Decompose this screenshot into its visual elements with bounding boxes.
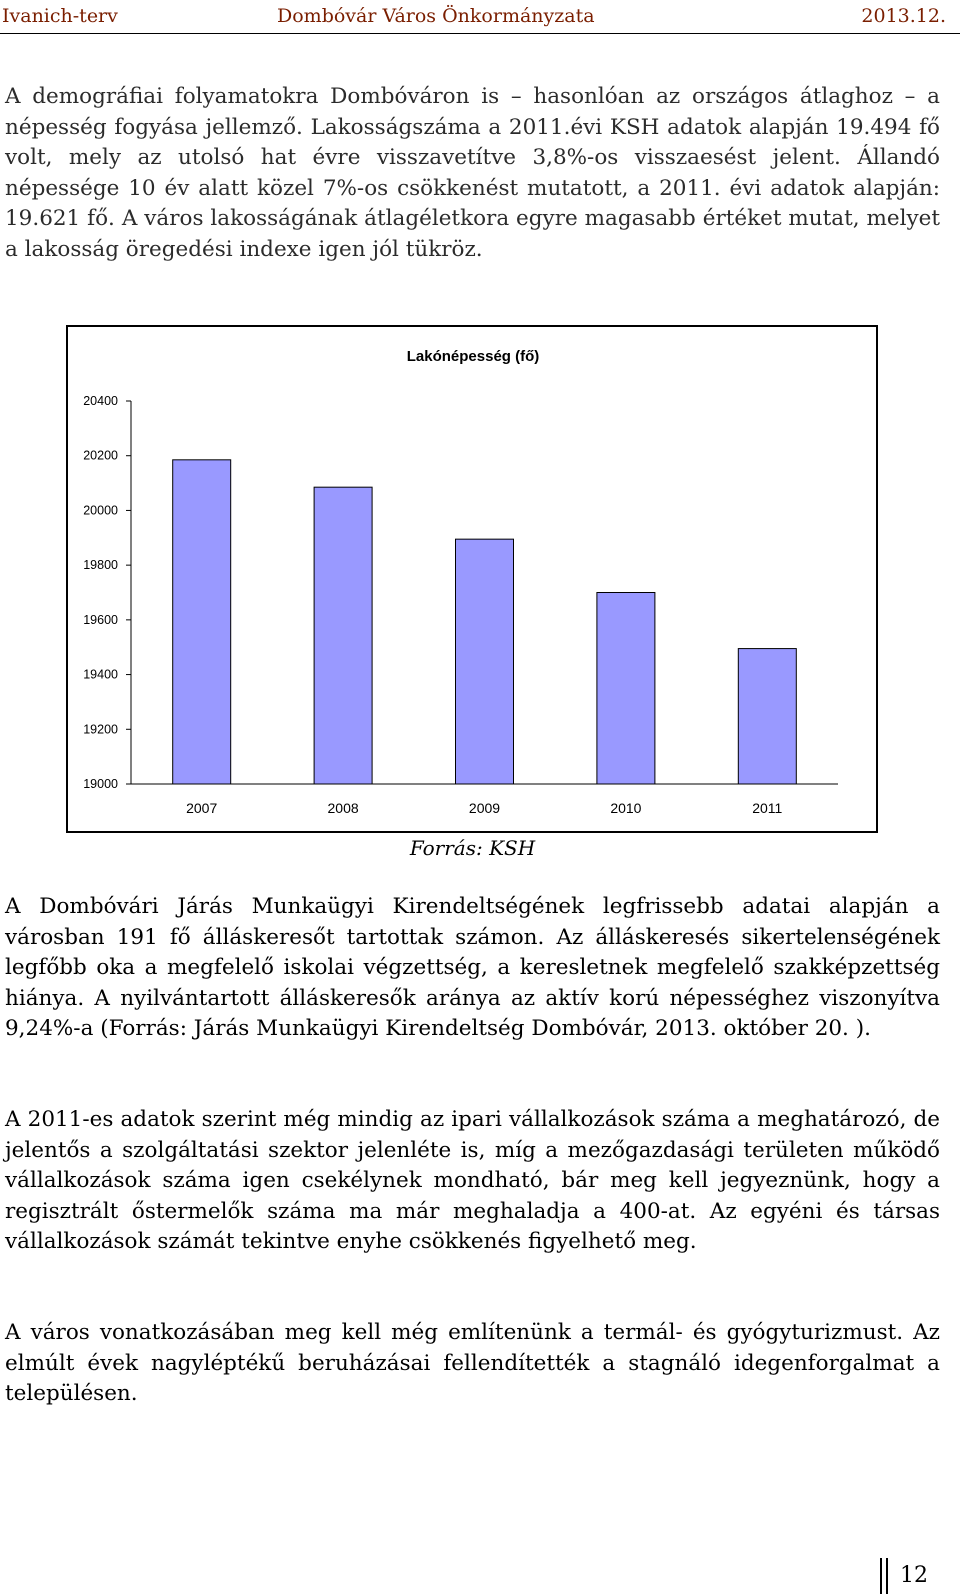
bar-2008 [314,487,372,784]
chart-source: Forrás: KSH [409,836,536,860]
y-axis [83,394,131,791]
paragraph-businesses: A 2011-es adatok szerint még mindig az ipari vállalkozások száma a meghatározó, de jelentős a szolgáltatási szektor jelenléte is, míg a mezőgazdasági területen működő vállalkozások száma igen csekélynek mondható, bár meg kell jegyeznünk, hogy a regisztrált őstermelők száma ma már meghaladja a 400-at. Az egyéni és társas vállalkozások számát tekintve enyhe csökkenés figyelhető meg. [5,1107,940,1254]
page-header [0,0,960,34]
y-tick-label: 20000 [83,503,118,518]
y-tick-label: 19400 [83,667,118,682]
y-tick-label: 19600 [83,612,118,627]
x-tick-label: 2008 [327,800,359,816]
y-tick-label: 19000 [83,777,118,791]
x-tick-label: 2010 [610,800,642,816]
population-chart-svg [68,327,876,831]
y-tick-label: 20400 [83,394,118,408]
bar-2009 [456,539,514,784]
x-tick-label: 2011 [752,800,783,816]
bar-2010 [597,593,655,785]
header-date: 2013.12. [861,5,946,27]
chart-title: Lakónépesség (fő) [406,348,540,365]
bar-2011 [738,649,796,784]
population-chart [66,325,878,833]
header-author: Ivanich-terv [2,5,118,27]
x-tick-label: 2007 [186,800,218,816]
page-number-rule [880,1558,882,1594]
header-organization: Dombóvár Város Önkormányzata [277,5,595,27]
bar-2007 [173,460,231,784]
page-number: 12 [900,1563,928,1588]
y-tick-label: 19200 [83,722,118,737]
page-number-rule-2 [886,1558,888,1594]
x-tick-label: 2009 [468,800,501,816]
x-axis [131,784,838,816]
paragraph-tourism: A város vonatkozásában meg kell még említenünk a termál- és gyógyturizmust. Az elmúlt évek nagyléptékű beruházásai fellendítették a stagnáló idegenforgalmat a településen. [5,1320,940,1406]
paragraph-employment: A Dombóvári Járás Munkaügyi Kirendeltségének legfrissebb adatai alapján a városban 191 fő álláskeresőt tartottak számon. Az álláskeresés sikertelenségének legfőbb oka a megfelelő iskolai végzettség, a keresletnek megfelelő szakképzettség hiánya. A nyilvántartott álláskeresők aránya az aktív korú népességhez viszonyítva 9,24%-a (Forrás: Járás Munkaügyi Kirendeltség Dombóvár, 2013. október 20. ). [5,894,940,1041]
paragraph-demography: A demográfiai folyamatokra Dombóváron is – hasonlóan az országos átlaghoz – a népesség fogyása jellemző. Lakosságszáma a 2011.évi KSH adatok alapján 19.494 fő volt, mely az utolsó hat évre visszavetítve 3,8%-os visszaesést jelent. Állandó népessége 10 év alatt közel 7%-os csökkenést mutatott, a 2011. évi adatok alapján: 19.621 fő. A város lakosságának átlagéletkora egyre magasabb értéket mutat, melyet a lakosság öregedési indexe igen jól tükröz. [5,84,940,262]
y-tick-label: 20200 [83,448,118,463]
y-tick-label: 19800 [83,558,118,573]
bars [173,460,797,784]
